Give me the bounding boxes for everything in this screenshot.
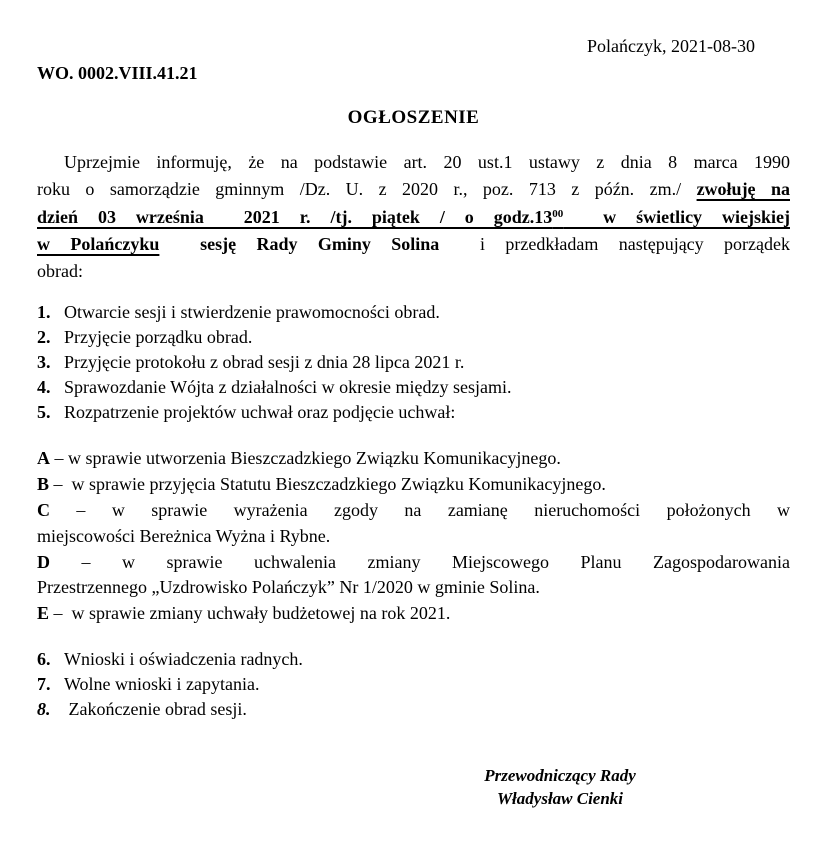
text-segment: – w sprawie uchwalenia zmiany Miejscowego Planu Zagospodarowania <box>50 551 790 572</box>
agenda-item-number: 4. <box>37 377 51 398</box>
agenda-list-top <box>37 300 790 425</box>
text-segment: B <box>37 474 50 495</box>
text-line <box>37 498 790 524</box>
agenda-item-text: Sprawozdanie Wójta z działalności w okresie między sesjami. <box>64 377 512 398</box>
date-line: Polańczyk, 2021-08-30 <box>587 36 755 56</box>
resolutions-list <box>37 446 790 627</box>
text-line <box>37 231 790 258</box>
text-segment: miejscowości Bereżnica Wyżna i Rybne. <box>37 525 331 546</box>
agenda-item-number: 1. <box>37 302 51 323</box>
text-segment: A <box>37 448 50 469</box>
agenda-item-number: 2. <box>37 327 51 348</box>
text-segment: – w sprawie wyrażenia zgody na zamianę nieruchomości położonych w <box>50 500 790 521</box>
agenda-item-text: Otwarcie sesji i stwierdzenie prawomocności obrad. <box>64 302 440 323</box>
text-segment: D <box>37 551 50 572</box>
agenda-item-text: Wolne wnioski i zapytania. <box>64 674 260 695</box>
text-line <box>37 575 790 601</box>
text-line <box>37 446 790 472</box>
text-segment: roku o samorządzie gminnym /Dz. U. z 2020 r., poz. 713 z późn. zm./ <box>37 179 697 200</box>
agenda-item-number: 3. <box>37 352 51 373</box>
text-segment: i przedkładam następujący porządek <box>439 233 791 254</box>
text-segment: – w sprawie przyjęcia Statutu Bieszczadzkiego Związku Komunikacyjnego. <box>49 474 606 495</box>
agenda-item <box>37 375 790 400</box>
agenda-item <box>37 325 790 350</box>
agenda-item-number: 8. <box>37 699 51 720</box>
underlined-text <box>37 234 159 254</box>
text-segment: zwołuję na <box>696 179 790 200</box>
text-segment: 00 <box>552 207 564 220</box>
text-segment: – w sprawie zmiany uchwały budżetowej na rok 2021. <box>49 603 451 624</box>
text-segment: w świetlicy wiejskiej <box>563 206 790 227</box>
agenda-item-text: Przyjęcie porządku obrad. <box>64 327 253 348</box>
underlined-text <box>37 207 790 227</box>
agenda-list-bottom <box>37 647 790 722</box>
text-line <box>37 524 790 550</box>
text-line <box>37 601 790 627</box>
text-line <box>37 149 790 176</box>
agenda-item-text: Zakończenie obrad sesji. <box>64 699 247 720</box>
reference-number: WO. 0002.VIII.41.21 <box>37 63 198 83</box>
agenda-item <box>37 697 790 722</box>
agenda-item <box>37 672 790 697</box>
agenda-item <box>37 647 790 672</box>
agenda-item <box>37 350 790 375</box>
page-title: OGŁOSZENIE <box>347 107 480 128</box>
text-segment: C <box>37 500 50 521</box>
agenda-item-number: 7. <box>37 674 51 695</box>
signature-block <box>420 764 700 810</box>
text-segment: w Polańczyku <box>37 233 160 254</box>
agenda-item <box>37 400 790 425</box>
agenda-item-text: Przyjęcie protokołu z obrad sesji z dnia 28 lipca 2021 r. <box>64 352 465 373</box>
text-line <box>37 204 790 231</box>
agenda-item-text: Wnioski i oświadczenia radnych. <box>64 649 303 670</box>
text-segment: – w sprawie utworzenia Bieszczadzkiego Związku Komunikacyjnego. <box>50 448 561 469</box>
text-segment: sesję Rady Gminy Solina <box>200 233 440 254</box>
signature-name: Władysław Cienki <box>496 789 624 809</box>
text-line <box>37 176 790 203</box>
text-segment: Uprzejmie informuję, że na podstawie art. 20 ust.1 ustawy z dnia 8 marca 1990 <box>64 152 790 172</box>
text-line <box>37 472 790 498</box>
signature-role: Przewodniczący Rady <box>484 766 636 786</box>
intro-paragraph <box>37 149 790 285</box>
text-segment: dzień 03 września 2021 r. /tj. piątek / o godz.13 <box>37 206 553 227</box>
agenda-item-number: 5. <box>37 402 51 423</box>
text-segment: Przestrzennego „Uzdrowisko Polańczyk” Nr 1/2020 w gminie Solina. <box>37 577 540 598</box>
text-segment: obrad: <box>37 261 83 282</box>
agenda-item <box>37 300 790 325</box>
agenda-item-number: 6. <box>37 649 51 670</box>
agenda-item-text: Rozpatrzenie projektów uchwał oraz podjęcie uchwał: <box>64 402 456 423</box>
text-segment <box>159 234 200 254</box>
text-line <box>37 258 790 285</box>
text-line <box>37 550 790 576</box>
text-segment: E <box>37 603 50 624</box>
underlined-text <box>697 179 790 199</box>
